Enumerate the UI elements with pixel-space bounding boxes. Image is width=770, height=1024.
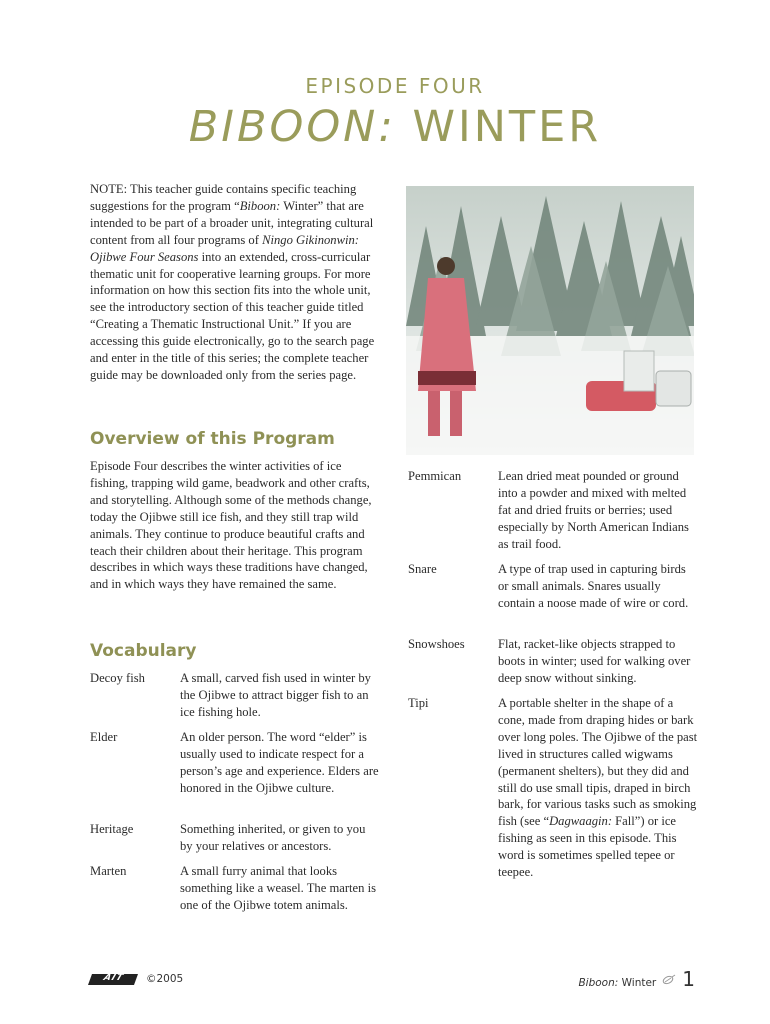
note-text-1: NOTE: This teacher guide contains specific teaching suggestions for the program “: [90, 182, 357, 213]
overview-heading: Overview of this Program: [90, 429, 335, 449]
page-number: 1: [682, 967, 695, 991]
note-text-2: Winter” that are intended to be part of a broader unit, integrating cultural content from all four programs of: [90, 198, 374, 247]
page-title: [0, 102, 770, 152]
tipi-def-text-1: A portable shelter in the shape of a cone, made from draping hides or bark over long poles. The Ojibwe of the past lived in structures called wigwams (permanent shelters), but they did and still do use small tipis, draped in birch bark, for various tasks such as smoking fish (see “: [498, 696, 698, 829]
vocab-term: Marten: [90, 864, 127, 878]
winter-photo-illustration: [406, 186, 694, 455]
note-series-name: Ningo Gikinonwin: Ojibwe Four Seasons: [90, 232, 359, 264]
vocab-definition: Something inherited, or given to you by your relatives or ancestors.: [180, 822, 366, 853]
vocab-definition: A small, carved fish used in winter by the Ojibwe to attract bigger fish to an ice fishing hole.: [180, 671, 371, 719]
vocab-term: Elder: [90, 730, 118, 744]
vocab-term: Decoy fish: [90, 671, 145, 685]
footer-episode-name: [578, 977, 656, 989]
note-text-3: into an extended, cross-curricular thematic unit for cooperative learning groups. For more information on how this section fits into the whole unit, see the introductory section of this teacher guide titled “Creating a Thematic Instructional Unit.” If you are accessing this guide electronically, go to the search page and enter in the title of this series; the complete teacher guide may be downloaded only from the series page.: [90, 249, 375, 382]
overview-text: Episode Four describes the winter activities of ice fishing, trapping wild game, beadwork and other crafts, and storytelling. Although some of the methods change, today the Ojibwe still ice fish, and they still trap wild animals. They continue to produce beautiful crafts and teach their children about their heritage. This program describes in which ways these traditions have changed, and in which ways they have remained the same.: [90, 459, 372, 592]
winter-photo: [406, 186, 694, 455]
footer-right: [555, 967, 695, 991]
vocab-term: Pemmican: [408, 469, 462, 483]
teacher-note: [90, 181, 380, 384]
vocab-term: Tipi: [408, 696, 429, 710]
vocab-definition: A small furry animal that looks something like a weasel. The marten is one of the Ojibwe totem animals.: [180, 864, 376, 912]
vocab-definition: An older person. The word “elder” is usually used to indicate respect for a person’s age and experience. Elders are honored in the Ojibwe culture.: [180, 730, 379, 795]
episode-label: EPISODE FOUR: [305, 74, 485, 98]
footer-left: [90, 971, 183, 987]
tipi-def-text-2: Fall”) or ice fishing as seen in this episode. This word is sometimes spelled tepee or teepee.: [498, 814, 677, 880]
vocab-term: Snowshoes: [408, 637, 465, 651]
snowshoe-icon: [662, 974, 676, 986]
tipi-def-italic: Dagwaagin:: [549, 814, 613, 829]
title-rest: WINTER: [395, 102, 602, 152]
ait-logo: [88, 974, 138, 985]
vocabulary-heading: Vocabulary: [90, 641, 197, 661]
title-italic: BIBOON:: [188, 102, 396, 152]
vocab-term: Snare: [408, 562, 437, 576]
vocab-definition: [498, 695, 698, 881]
vocab-definition: Lean dried meat pounded or ground into a powder and mixed with melted fat and dried fruits or berries; used especially by North American Indians as trail food.: [498, 469, 689, 551]
footer-episode-rest: Winter: [618, 977, 657, 989]
ait-logo-text: AIT: [101, 972, 126, 983]
vocab-definition: A type of trap used in capturing birds or small animals. Snares usually contain a noose made of wire or cord.: [498, 562, 689, 610]
copyright: ©2005: [146, 973, 184, 985]
note-program-name: Biboon:: [239, 198, 281, 213]
vocab-term: Heritage: [90, 822, 134, 836]
footer-episode-italic: Biboon:: [578, 977, 619, 989]
vocab-definition: Flat, racket-like objects strapped to boots in winter; used for walking over deep snow without sinking.: [498, 637, 691, 685]
